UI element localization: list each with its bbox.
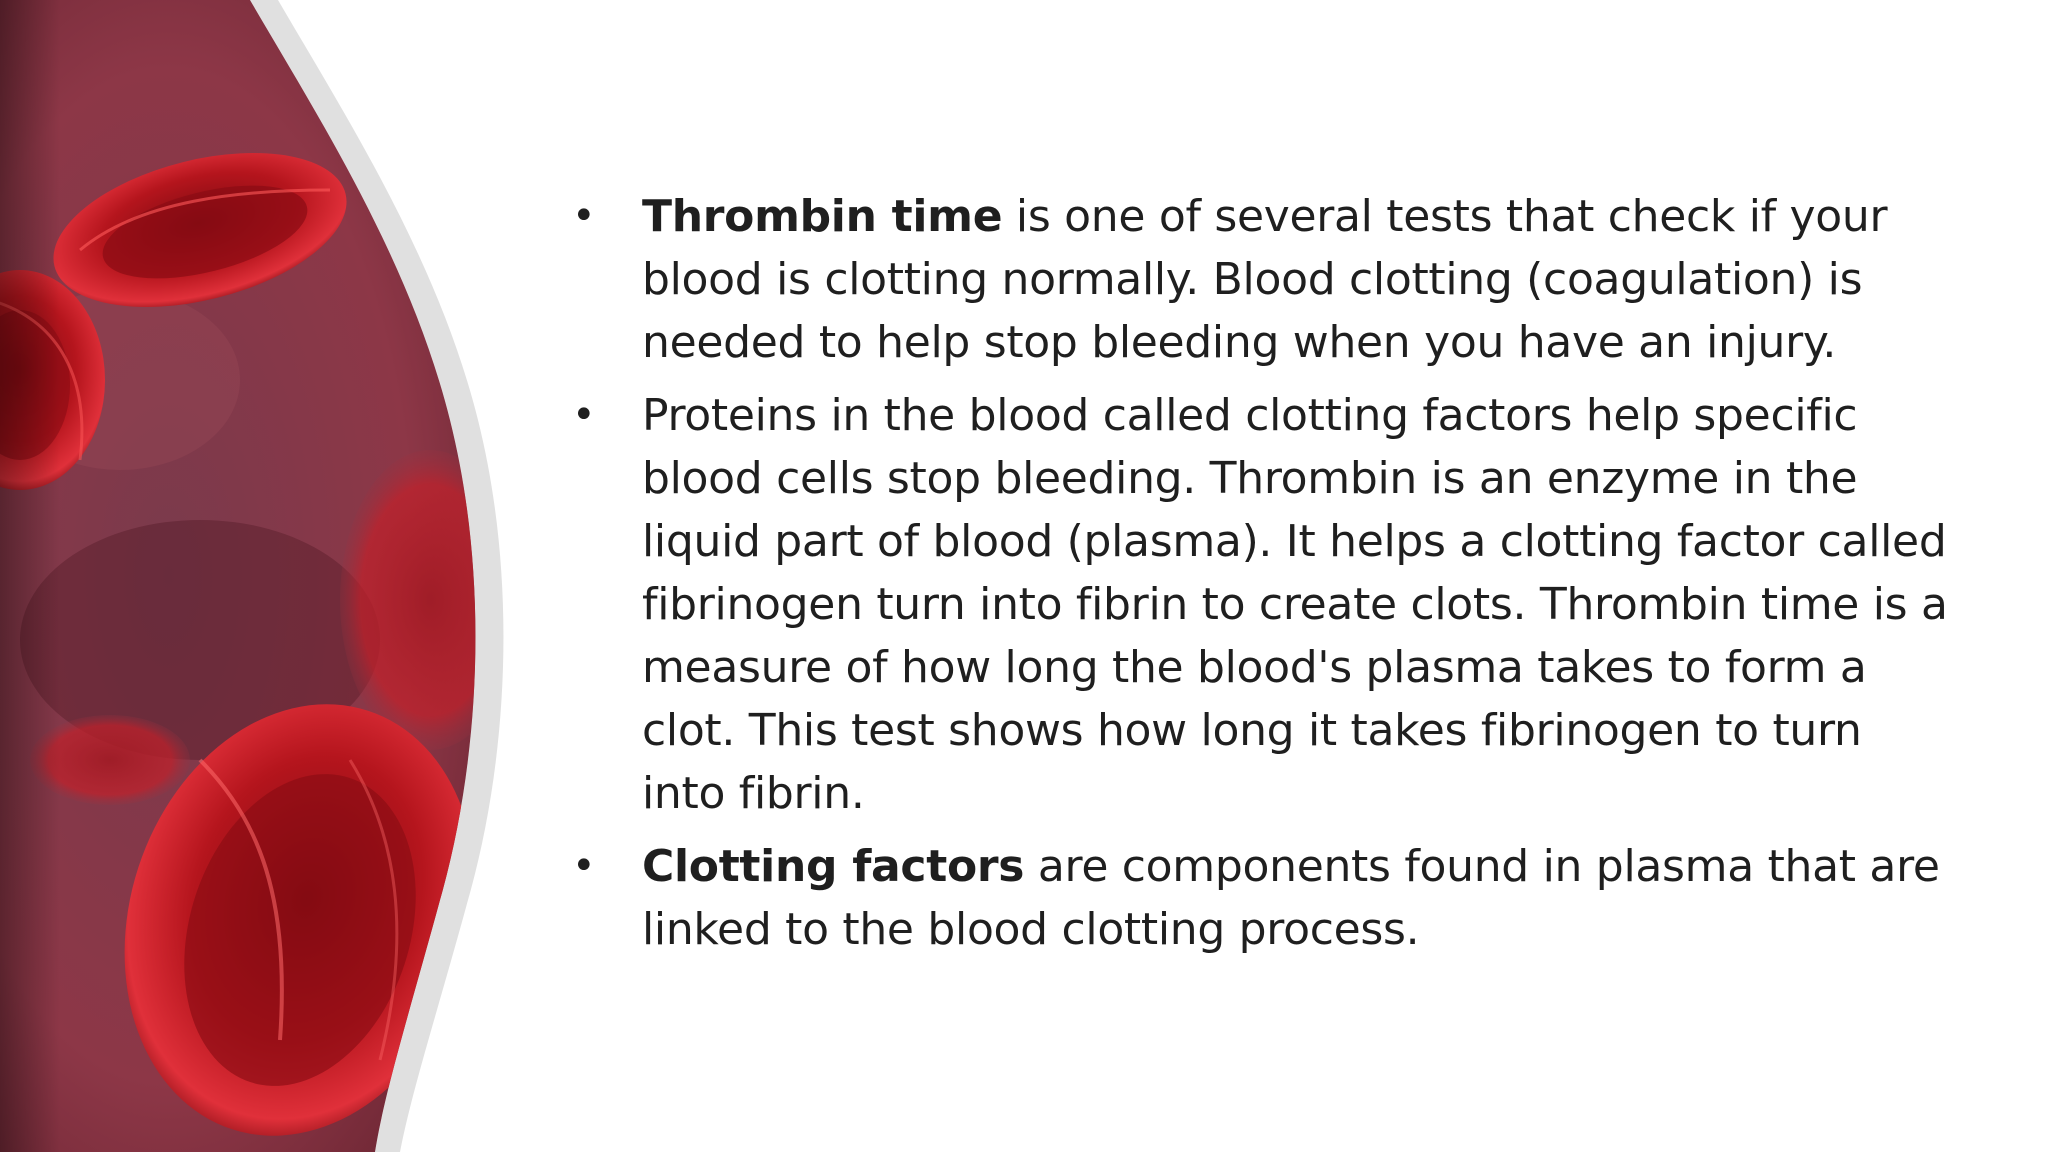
bullet-content xyxy=(560,185,1950,971)
bullet-item-clotting-proteins xyxy=(560,384,1950,825)
bullet-marker: • xyxy=(572,193,596,239)
bullet-item-thrombin-time xyxy=(560,185,1950,374)
blood-cells-illustration xyxy=(0,0,560,1152)
bullet-item-clotting-factors xyxy=(560,835,1950,961)
bullet-bold-term: Thrombin time xyxy=(642,191,1003,242)
bullet-marker: • xyxy=(572,392,596,438)
bullet-list xyxy=(560,185,1950,961)
bullet-marker: • xyxy=(572,843,596,889)
bullet-text: Proteins in the blood called clotting factors help specific blood cells stop bleeding. Thrombin is an enzyme in the liquid part of blood (plasma). It helps a clotting factor called fibrinogen turn into fibrin to create clots. Thrombin time is a measure of how long the blood's plasma takes to form a clot. This test shows how long it takes fibrinogen to turn into fibrin. xyxy=(642,390,1948,819)
blood-cells-image xyxy=(0,0,560,1152)
bullet-text: are components found in plasma that are linked to the blood clotting process. xyxy=(642,841,1940,955)
bullet-text: is one of several tests that check if your blood is clotting normally. Blood clotting (coagulation) is needed to help stop bleeding when you have an injury. xyxy=(642,191,1888,368)
bullet-bold-term: Clotting factors xyxy=(642,841,1025,892)
